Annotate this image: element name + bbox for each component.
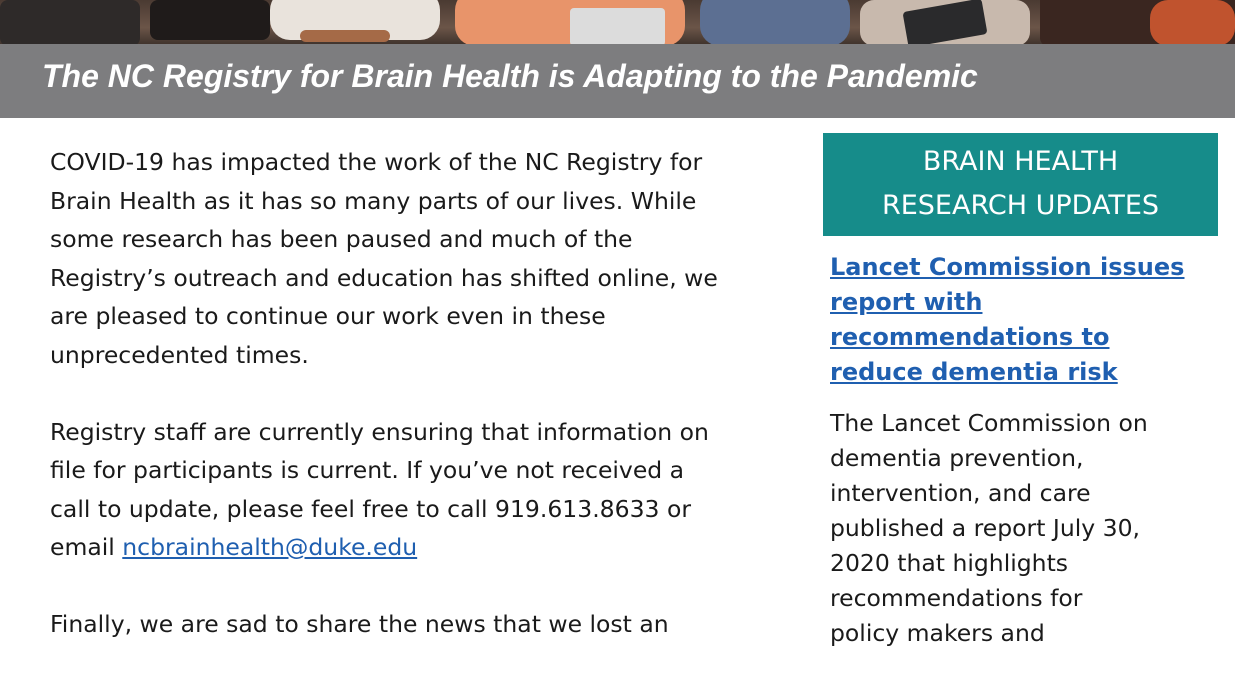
text-line: some research has been paused and much of the <box>50 225 633 253</box>
paragraph-contact <box>50 413 810 567</box>
header-line: BRAIN HEALTH <box>922 146 1119 177</box>
link-line[interactable]: reduce dementia risk <box>830 358 1118 386</box>
text-line: are pleased to continue our work even in these <box>50 302 606 330</box>
paragraph-covid-impact <box>50 143 810 374</box>
email-prefix: email <box>50 533 123 561</box>
link-line[interactable]: recommendations to <box>830 323 1110 351</box>
hero-photo <box>0 0 1235 46</box>
text-line <box>50 528 810 567</box>
text-line: recommendations for <box>830 584 1083 612</box>
text-line: file for participants is current. If you’ve not received a <box>50 456 685 484</box>
page-title: The NC Registry for Brain Health is Adapting to the Pandemic <box>42 58 978 94</box>
link-line[interactable]: Lancet Commission issues <box>830 253 1185 281</box>
text-line: published a report July 30, <box>830 514 1140 542</box>
header-line: RESEARCH UPDATES <box>881 190 1160 221</box>
text-line: 2020 that highlights <box>830 549 1069 577</box>
text-line: dementia prevention, <box>830 444 1084 472</box>
text-line: Finally, we are sad to share the news that we lost an <box>50 610 669 638</box>
email-link[interactable]: ncbrainhealth@duke.edu <box>122 533 418 561</box>
lancet-article-link[interactable] <box>830 250 1210 390</box>
text-line: Registry staff are currently ensuring that information on <box>50 417 709 446</box>
lancet-article-summary <box>830 406 1210 651</box>
text-line: intervention, and care <box>830 479 1091 507</box>
text-line: unprecedented times. <box>50 340 309 369</box>
text-line: policy makers and <box>830 619 1045 647</box>
text-line: Registry’s outreach and education has shifted online, we <box>50 263 718 292</box>
paragraph-sad-news <box>50 605 810 644</box>
text-line: The Lancet Commission on <box>830 409 1148 437</box>
research-updates-header <box>823 133 1218 236</box>
text-line: Brain Health as it has so many parts of our lives. While <box>50 186 697 215</box>
main-article <box>50 143 810 682</box>
text-line: call to update, please feel free to call 919.613.8633 or <box>50 494 691 523</box>
link-line[interactable]: report with <box>830 288 983 316</box>
text-line: COVID-19 has impacted the work of the NC Registry for <box>50 148 703 176</box>
